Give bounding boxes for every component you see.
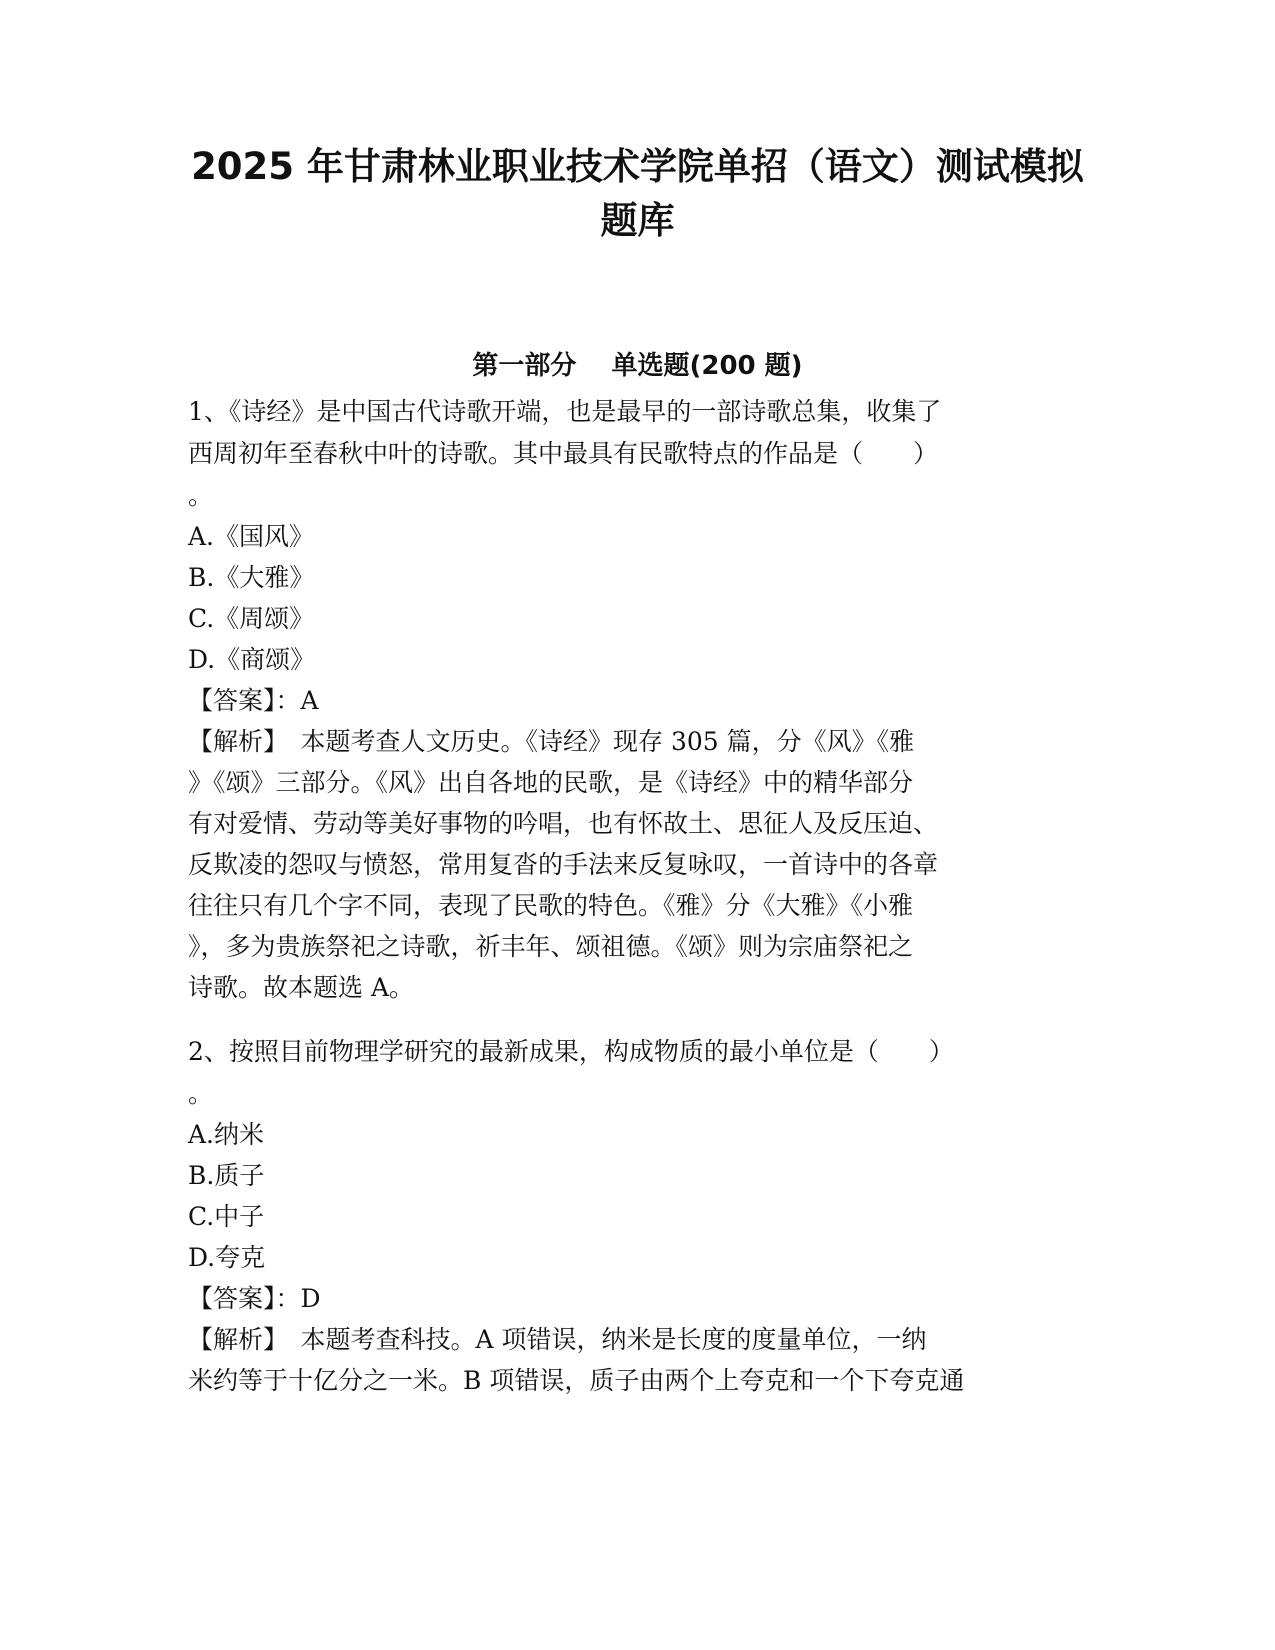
answer-value: D [300,1284,321,1313]
question-2-stem-line-1: 2、按照目前物理学研究的最新成果，构成物质的最小单位是（ ） [188,1037,954,1066]
document-title-line-1: 2025 年甘肃林业职业技术学院单招（语文）测试模拟 [191,145,1084,188]
answer-label: 【答案】 [188,686,276,715]
question-1-analysis-line-2: 》《颂》三部分。《风》出自各地的民歌，是《诗经》中的精华部分 [188,768,914,797]
question-1-option-a: A.《国风》 [188,522,315,551]
question-2-option-d: D.夸克 [188,1243,266,1272]
question-1-analysis-line-6: 》，多为贵族祭祀之诗歌，祈丰年、颂祖德。《颂》则为宗庙祭祀之 [188,932,914,961]
analysis-label: 【解析】 [188,1325,276,1354]
question-2-answer [188,1282,321,1316]
question-1-answer [188,684,319,718]
question-1-analysis-line-7: 诗歌。故本题选 A。 [188,973,415,1002]
analysis-text: 本题考查人文历史。《诗经》现存 305 篇，分《风》《雅 [275,727,915,756]
section-heading: 第一部分 单选题(200 题) [472,351,803,381]
answer-value: A [300,686,319,715]
answer-separator: ： [275,1284,301,1313]
question-2-analysis-line-2: 米约等于十亿分之一米。B 项错误，质子由两个上夸克和一个下夸克通 [188,1366,965,1395]
question-1-stem-line-3: 。 [188,481,214,510]
question-1-stem-line-2: 西周初年至春秋中叶的诗歌。其中最具有民歌特点的作品是（ ） [188,439,939,468]
question-1-analysis-line-4: 反欺凌的怨叹与愤怒，常用复沓的手法来反复咏叹，一首诗中的各章 [188,850,939,879]
question-1-analysis-line-1 [188,725,914,759]
question-2-option-b: B.质子 [188,1161,265,1190]
question-2-option-a: A.纳米 [188,1120,265,1149]
analysis-label: 【解析】 [188,727,276,756]
question-2-option-c: C.中子 [188,1202,265,1231]
question-1-option-c: C.《周颂》 [188,604,315,633]
question-1-option-b: B.《大雅》 [188,563,315,592]
analysis-text: 本题考查科技。A 项错误，纳米是长度的度量单位，一纳 [275,1325,927,1354]
answer-label: 【答案】 [188,1284,276,1313]
question-1-analysis-line-3: 有对爱情、劳动等美好事物的吟唱，也有怀故土、思征人及反压迫、 [188,809,939,838]
question-2-stem-line-2: 。 [188,1079,214,1108]
question-1-analysis-line-5: 往往只有几个字不同，表现了民歌的特色。《雅》分《大雅》《小雅 [188,891,914,920]
question-2-analysis-line-1 [188,1323,927,1357]
answer-separator: ： [275,686,301,715]
question-1-option-d: D.《商颂》 [188,645,316,674]
question-1-stem-line-1: 1、《诗经》是中国古代诗歌开端，也是最早的一部诗歌总集，收集了 [188,397,942,426]
document-title-line-2: 题库 [600,199,675,242]
